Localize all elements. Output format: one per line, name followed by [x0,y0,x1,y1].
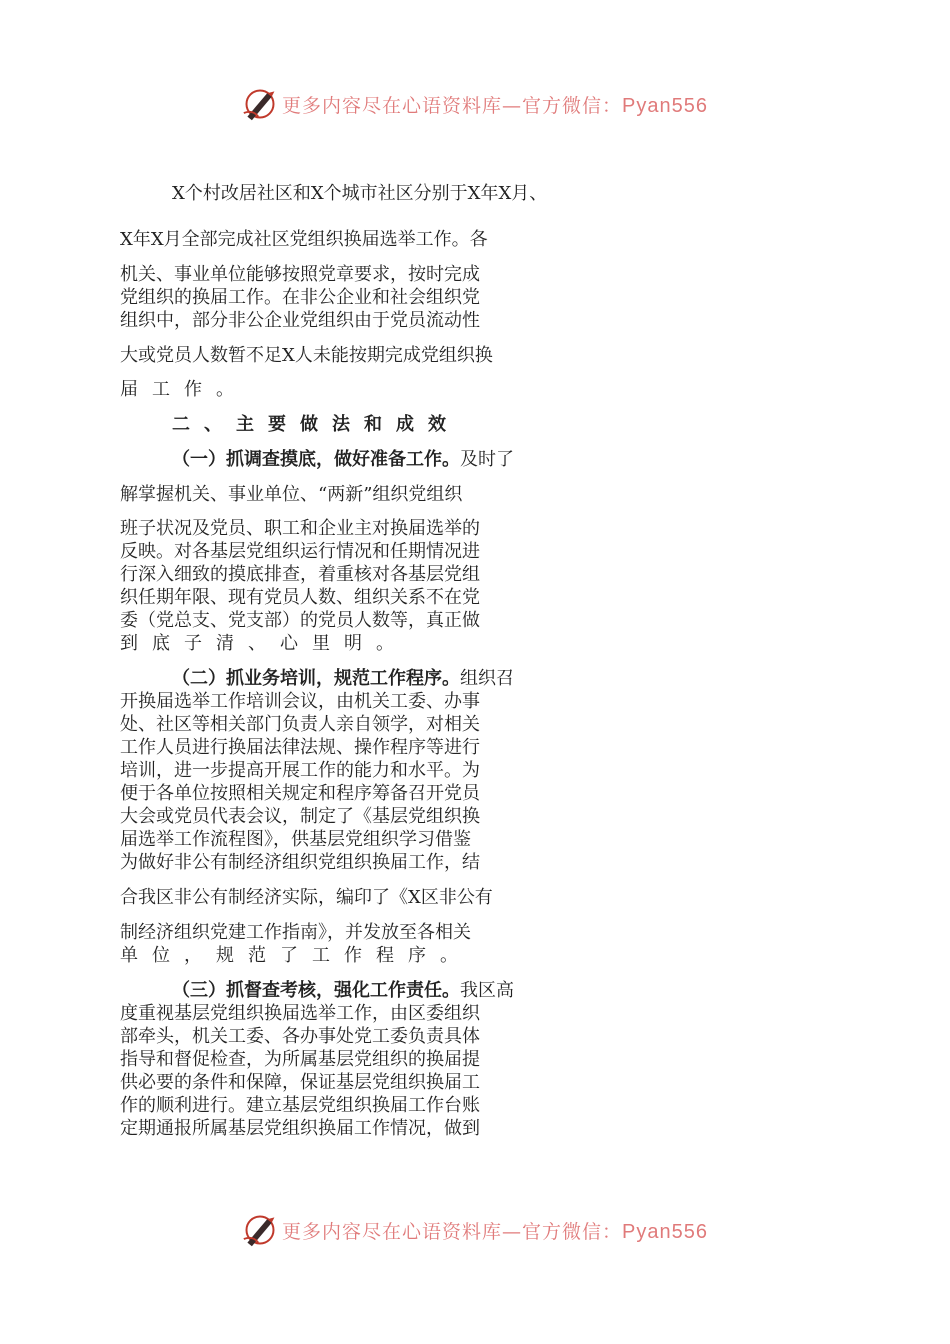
text-line [120,690,806,714]
line-text: 开换届选举工作培训会议，由机关工委、办事 [120,691,480,712]
line-text: 定期通报所属基层党组织换届工作情况，做到 [120,1118,480,1139]
line-text: 及时了 [460,449,514,470]
line-text: 便于各单位按照相关规定和程序筹备召开党员 [120,783,480,804]
text-line [120,1025,806,1049]
subheading-lead: （三）抓督查考核，强化工作责任。 [172,980,460,1001]
text-line [120,309,806,333]
pen-logo-icon [242,86,278,122]
line-text: 委（党总支、党支部）的党员人数等，真正做 [120,610,480,631]
line-text: 合我区非公有制经济实际，编印了《X区非公有 [120,887,493,908]
text-line [120,921,806,945]
line-text: 解掌握机关、事业单位、“两新”组织党组织 [120,484,463,505]
subheading-lead: （一）抓调查摸底，做好准备工作。 [172,449,460,470]
line-text: 制经济组织党建工作指南》，并发放至各相关 [120,922,471,943]
text-line [172,667,806,691]
text-line [120,1002,806,1026]
line-text: 指导和督促检查，为所属基层党组织的换届提 [120,1049,480,1070]
text-line [120,713,806,737]
line-text: 行深入细致的摸底排查，着重核对各基层党组 [120,564,480,585]
text-line [120,483,806,507]
section-heading [172,413,806,437]
text-line [120,1094,806,1118]
text-line [120,286,806,310]
text-line [120,851,806,875]
text-line [120,759,806,783]
line-text: 届选举工作流程图》，供基层党组织学习借鉴 [120,829,471,850]
subheading-lead: （二）抓业务培训，规范工作程序。 [172,668,460,689]
line-text: 作的顺利进行。建立基层党组织换届工作台账 [120,1095,480,1116]
line-text: 机关、事业单位能够按照党章要求，按时完成 [120,264,480,285]
line-text: 反映。对各基层党组织运行情况和任期情况进 [120,541,480,562]
line-text: 组织召 [460,668,514,689]
text-line [120,782,806,806]
banner-text: 更多内容尽在心语资料库—官方微信：Pyan556 [282,1220,708,1243]
footer-banner [0,1210,950,1250]
line-text: 供必要的条件和保障，保证基层党组织换届工 [120,1072,480,1093]
line-text: 度重视基层党组织换届选举工作，由区委组织 [120,1003,480,1024]
banner-text: 更多内容尽在心语资料库—官方微信：Pyan556 [282,94,708,117]
text-line [120,344,806,368]
line-text: 到底子清、心里明。 [120,633,408,654]
line-text: 我区高 [460,980,514,1001]
text-line [120,886,806,910]
line-text: 为做好非公有制经济组织党组织换届工作，结 [120,852,480,873]
text-line [172,182,806,206]
text-line [120,1071,806,1095]
pen-logo-icon [242,1212,278,1248]
text-line [120,944,806,968]
text-line [120,1117,806,1141]
text-line [120,540,806,564]
line-text: 届工作。 [120,379,248,400]
line-text: X个村改居社区和X个城市社区分别于X年X月、 [172,183,548,204]
text-line [120,263,806,287]
line-text: 部牵头，机关工委、各办事处党工委负责具体 [120,1026,480,1047]
line-text: 织任期年限、现有党员人数、组织关系不在党 [120,587,480,608]
line-text: 大会或党员代表会议，制定了《基层党组织换 [120,806,480,827]
text-line [120,228,806,252]
line-text: 组织中，部分非公企业党组织由于党员流动性 [120,310,480,331]
text-line [120,609,806,633]
line-text: 培训，进一步提高开展工作的能力和水平。为 [120,760,480,781]
line-text: X年X月全部完成社区党组织换届选举工作。各 [120,229,488,250]
text-line [120,517,806,541]
header-banner [0,84,950,124]
text-line [120,736,806,760]
line-text: 处、社区等相关部门负责人亲自领学，对相关 [120,714,480,735]
text-line [120,586,806,610]
text-line [120,563,806,587]
text-line [120,828,806,852]
text-line [120,1048,806,1072]
line-text: 班子状况及党员、职工和企业主对换届选举的 [120,518,480,539]
line-text: 工作人员进行换届法律法规、操作程序等进行 [120,737,480,758]
text-line [172,448,806,472]
line-text: 党组织的换届工作。在非公企业和社会组织党 [120,287,480,308]
text-line [172,979,806,1003]
text-line [120,632,806,656]
text-line [120,805,806,829]
text-line [120,378,806,402]
line-text: 单位，规范了工作程序。 [120,945,472,966]
line-text: 大或党员人数暂不足X人未能按期完成党组织换 [120,345,493,366]
line-text: 二、主要做法和成效 [172,414,460,435]
